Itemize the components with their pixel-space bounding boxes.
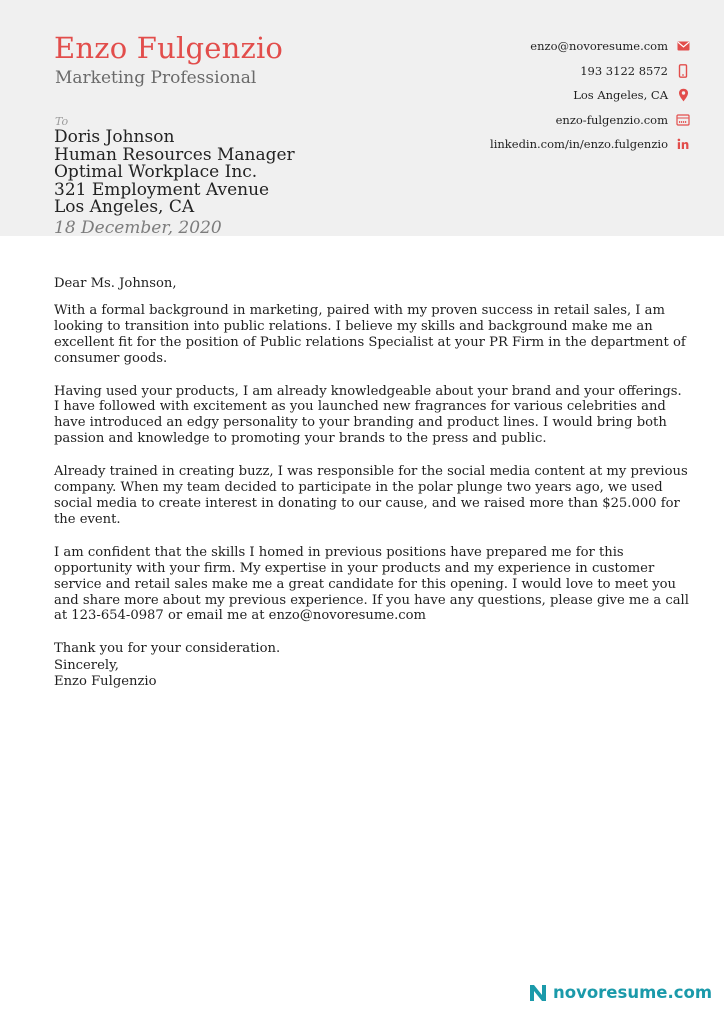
- phone-icon: [676, 64, 690, 78]
- recipient-street: 321 Employment Avenue: [54, 179, 270, 200]
- novoresume-brand: [528, 981, 712, 1005]
- envelope-icon: [676, 39, 690, 53]
- letter-paragraph-5: Thank you for your consideration.: [54, 641, 281, 657]
- sender-title: Marketing Professional: [55, 68, 257, 88]
- brand-name: novoresume.com: [553, 983, 713, 1002]
- signature-block: [54, 658, 157, 690]
- recipient-block: [54, 129, 314, 217]
- contact-email-text: enzo@novoresume.com: [530, 39, 668, 54]
- contact-email: [390, 34, 690, 59]
- letter-paragraph-2: Having used your products, I am already knowledgeable about your brand and your offerings. I have followed with excitement as you launched new fragrances for various celebrities and have introduced an edgy personality to your branding and product lines. I would bring both passion and knowledge to promoting your brands to the press and public.: [54, 383, 682, 447]
- linkedin-icon: [676, 137, 690, 151]
- contact-linkedin: [390, 132, 690, 157]
- recipient-name: Doris Johnson: [54, 127, 175, 147]
- contact-phone-text: 193 3122 8572: [580, 63, 668, 78]
- letter-closing: Sincerely,: [54, 658, 119, 673]
- letter-date: 18 December, 2020: [54, 218, 222, 238]
- contact-linkedin-text: linkedin.com/in/enzo.fulgenzio: [490, 137, 668, 152]
- contact-location-text: Los Angeles, CA: [573, 88, 668, 103]
- recipient-company: Optimal Workplace Inc.: [54, 162, 258, 182]
- contact-website: [390, 108, 690, 133]
- letter-greeting: Dear Ms. Johnson,: [54, 276, 177, 291]
- letter-signature-name: Enzo Fulgenzio: [54, 674, 157, 689]
- sender-name: Enzo Fulgenzio: [54, 31, 284, 65]
- location-pin-icon: [676, 88, 690, 102]
- novoresume-logo-icon: [528, 983, 548, 1003]
- letter-paragraph-1: With a formal background in marketing, paired with my proven success in retail sales, I am looking to transition into public relations. I believe my skills and background make me an excellent fit for the position of Public relations Specialist at your PR Firm in the department of consumer goods.: [54, 302, 686, 366]
- contact-list: [390, 34, 690, 157]
- letter-paragraph-4: I am confident that the skills I homed in previous positions have prepared me for this opportunity with your firm. My expertise in your products and my experience in customer service and retail sales make me a great candidate for this opening. I would love to meet you and share more about my previous experience. If you have any questions, please give me a call at 123-654-0987 or email me at enzo@novoresume.com: [54, 544, 689, 624]
- contact-website-text: enzo-fulgenzio.com: [555, 112, 668, 127]
- contact-location: [390, 83, 690, 108]
- contact-phone: [390, 59, 690, 84]
- recipient-label: To: [55, 115, 69, 128]
- recipient-city: Los Angeles, CA: [54, 197, 195, 217]
- letter-body: [54, 276, 690, 674]
- recipient-position: Human Resources Manager: [54, 144, 295, 165]
- letter-paragraph-3: Already trained in creating buzz, I was responsible for the social media content at my previous company. When my team decided to participate in the polar plunge two years ago, we used social media to create interest in donating to our cause, and we raised more than $25.000 for the event.: [54, 464, 688, 527]
- website-icon: [676, 113, 690, 127]
